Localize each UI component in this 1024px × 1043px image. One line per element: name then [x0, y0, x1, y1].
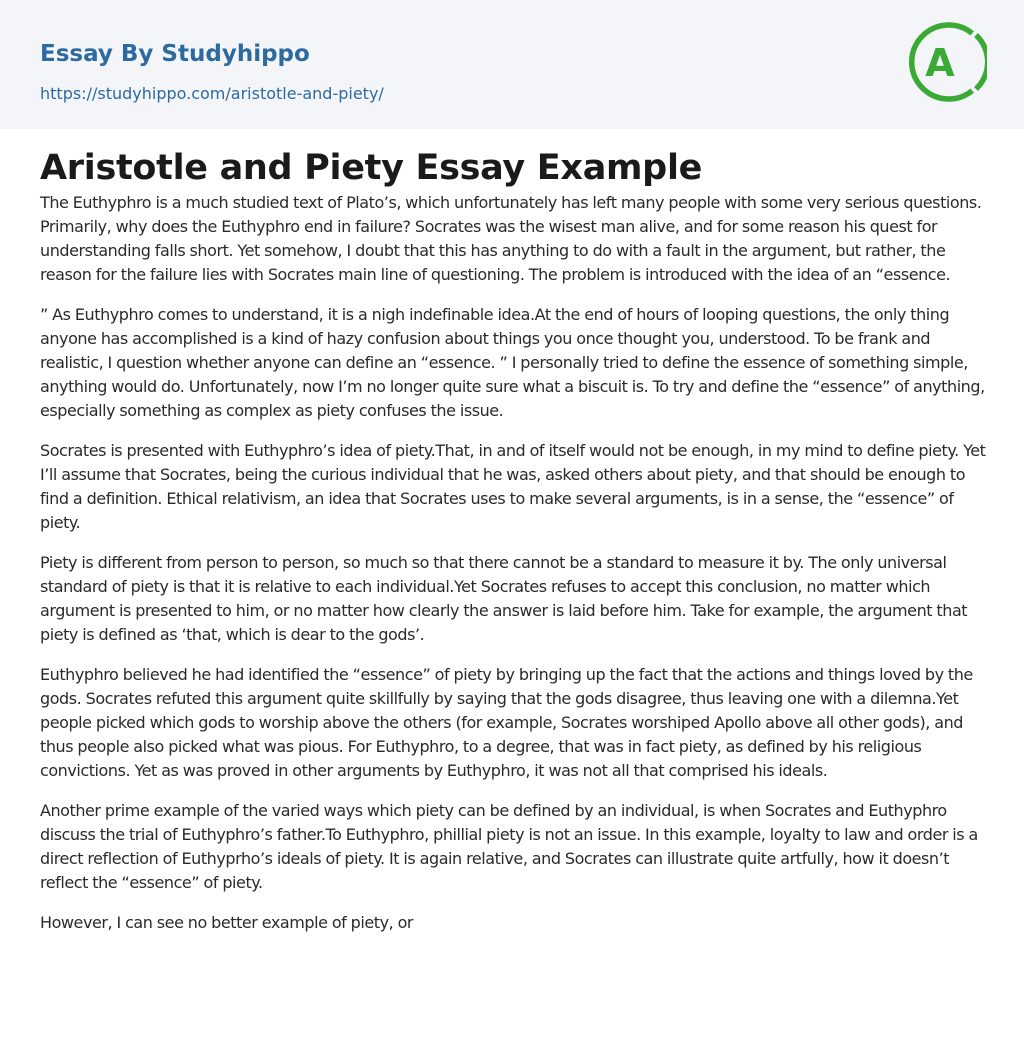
article-paragraph: Piety is different from person to person, so much so that there cannot be a standard to measure it by. The only universal standard of piety is that it is relative to each individual.Yet Socrates refuses to accept this conclusion, no matter which argument is presented to him, or no matter how clearly the answer is laid before him. Take for example, the argument that piety is defined as ‘that, which is dear to the gods’.	[40, 553, 968, 644]
studyhippo-logo-icon[interactable]	[909, 19, 987, 105]
site-header	[0, 0, 1024, 129]
article-paragraph: Euthyphro believed he had identified the “essence” of piety by bringing up the fact that the actions and things loved by the gods. Socrates refuted this argument quite skillfully by saying that the gods disagree, thus leaving one with a dilemna.Yet people picked which gods to worship above the others (for example, Socrates worshiped Apollo above all other gods), and thus people also picked what was pious. For Euthyphro, to a degree, that was in fact piety, as defined by his religious convictions. Yet as was proved in other arguments by Euthyphro, it was not all that comprised his ideals.	[40, 665, 973, 780]
article-paragraph: The Euthyphro is a much studied text of Plato’s, which unfortunately has left many people with some very serious questions. Primarily, why does the Euthyphro end in failure? Socrates was the wisest man alive, and for some reason his quest for understanding falls short. Yet somehow, I doubt that this has anything to do with a fault in the argument, but rather, the reason for the failure lies with Socrates main line of questioning. The problem is introduced with the idea of an “essence.	[40, 193, 982, 284]
article-title: Aristotle and Piety Essay Example	[40, 148, 703, 188]
article	[0, 147, 1024, 935]
site-brand[interactable]: Essay By Studyhippo	[40, 41, 310, 67]
article-paragraph: Socrates is presented with Euthyphro’s idea of piety.That, in and of itself would not be enough, in my mind to define piety. Yet I’ll assume that Socrates, being the curious individual that he was, asked others about piety, and that should be enough to find a definition. Ethical relativism, an idea that Socrates uses to make several arguments, is in a sense, the “essence” of piety.	[40, 441, 986, 532]
article-paragraph: ” As Euthyphro comes to understand, it is a nigh indefinable idea.At the end of hours of looping questions, the only thing anyone has accomplished is a kind of hazy confusion about things you once thought you, understood. To be frank and realistic, I question whether anyone can define an “essence. ” I personally tried to define the essence of something simple, anything would do. Unfortunately, now I’m no longer quite sure what a biscuit is. To try and define the “essence” of anything, especially something as complex as piety confuses the issue.	[40, 305, 985, 420]
page-url-link[interactable]: https://studyhippo.com/aristotle-and-piety/	[40, 84, 384, 103]
article-paragraph: However, I can see no better example of piety, or	[40, 913, 414, 932]
article-paragraph: Another prime example of the varied ways which piety can be defined by an individual, is when Socrates and Euthyphro discuss the trial of Euthyphro’s father.To Euthyphro, phillial piety is not an issue. In this example, loyalty to law and order is a direct reflection of Euthyprho’s ideals of piety. It is again relative, and Socrates can illustrate quite artfully, how it doesn’t reflect the “essence” of piety.	[40, 801, 978, 892]
logo-letter: A	[925, 41, 955, 85]
